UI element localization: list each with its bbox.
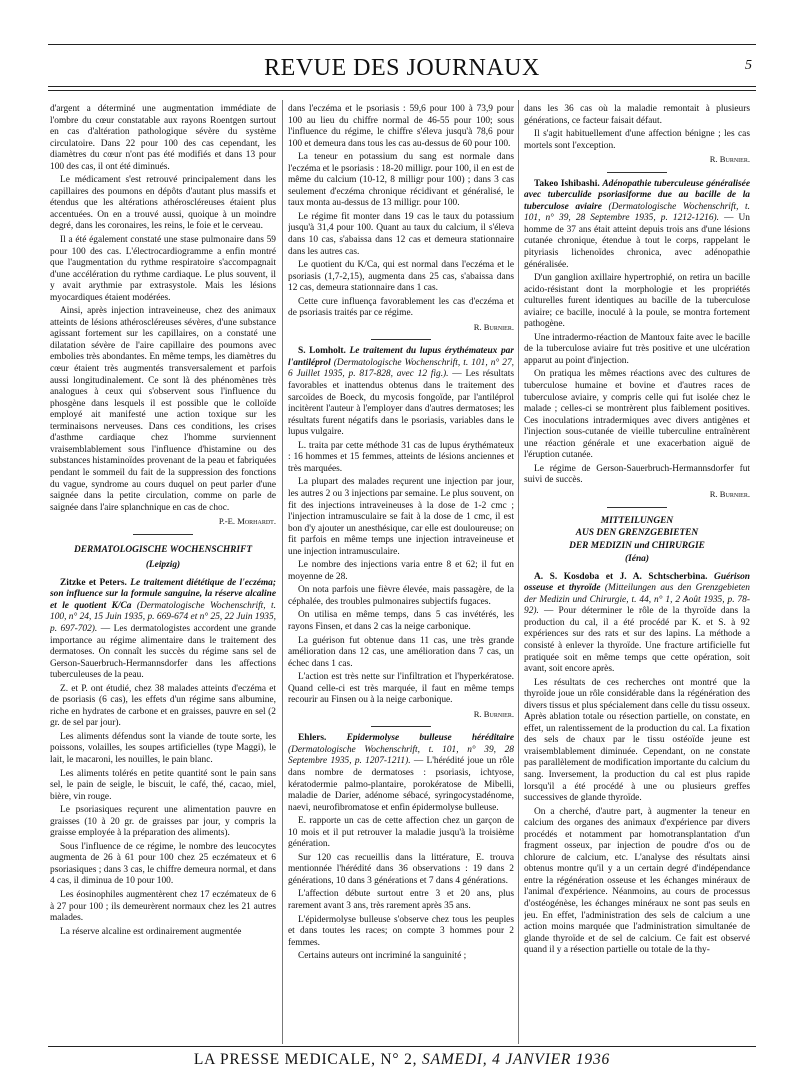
paragraph: On utilisa en même temps, dans 5 cas invétérés, les rayons Finsen, et dans 2 cas la neige carbonique. (288, 610, 514, 632)
paragraph: La plupart des malades reçurent une injection par jour, les autres 2 ou 3 injections par semaine. Le plus souvent, on fit des injections intraveineuses à la dose de 1-2 cmc ; l'injection intramusculaire se fait à la dose de 1 cmc, il est bon d'y ajouter un anesthésique, car elle est douloureuse; on fit parfois en même temps une injection intraveineuse et une injection intramusculaire. (288, 477, 514, 557)
paragraph: D'un ganglion axillaire hypertrophié, on retira un bacille acido-résistant dont la morphologie et les propriétés culturelles furent identiques au bacille de la tuberculose aviaire; ce bacille, inoculé à la poule, se montra fortement pathogène. (524, 273, 750, 330)
article-citation: (Dermatologische Wochenschrift, t. 100, n° 24, 15 Juin 1935, p. 669-674 et n° 25, 22 Juin 1935, p. 697-702). (50, 600, 276, 634)
column-2 (288, 104, 514, 1044)
paragraph: La teneur en potassium du sang est normale dans l'eczéma et le psoriasis : 18-20 milligr. pour 100, il en est de même du calcium (10-12, 8 milligr pour 100) ; dans 3 cas seulement d'eczéma chronique récidivant et généralisé, le taux monta au-dessus de 13 milligr. pour 100. (288, 152, 514, 209)
article-title: Le traitement du lupus érythémateux par l'antiléprol (288, 346, 514, 368)
article-author: S. Lomholt. (298, 346, 346, 357)
author-signature: R. Burnier. (709, 154, 750, 165)
article-title: Le traitement diététique de l'eczéma; son influence sur la formule sanguine, la réserve alcaline et le quotient K/Ca (50, 577, 276, 611)
page-header (48, 52, 756, 84)
paragraph: Une intradermo-réaction de Mantoux faite avec le bacille de la tuberculose aviaire fut très positive et une ulcération apparut au point d'injection. (524, 332, 750, 366)
paragraph: Z. et P. ont étudié, chez 38 malades atteints d'eczéma et de psoriasis (6 cas), les effets d'un régime sans albumine, riche en hydrates de carbone et en graisses, pauvre en sel (2 gr. de sel par jour). (50, 683, 276, 729)
page-number: 5 (745, 58, 752, 73)
article-entry (524, 572, 750, 676)
article-body: — Les résultats favorables et inattendus obtenus dans le traitement des sarcoïdes de Boeck, du mycosis fongoïde, par l'antiléprol incitèrent l'auteur à l'employer dans d'autres dermatoses; les résultats furent négatifs dans le psoriasis, variables dans le lupus vulgaire. (288, 369, 514, 438)
paragraph: Le psoriasiques reçurent une alimentation pauvre en graisses (10 à 20 gr. de graisses par jour, y compris la graisse employée à la préparation des aliments). (50, 805, 276, 839)
paragraph: Le régime fit monter dans 19 cas le taux du potassium jusqu'à 31,4 pour 100. Quant au taux du calcium, il s'éleva dans 10 cas, s'abaissa dans 12 cas et demeura stationnaire dans les autres cas. (288, 211, 514, 257)
article-title: Epidermolyse bulleuse héréditaire (346, 733, 514, 744)
article-entry (50, 578, 276, 682)
divider (607, 507, 667, 508)
running-title: REVUE DES JOURNAUX (264, 55, 540, 81)
article-citation: (Mitteilungen aus den Grenzgebieten der Medizin und Chirurgie, t. 44, n° 1, 2 Août 1935, p. 78-92). (524, 583, 750, 617)
divider (371, 339, 431, 340)
paragraph: On pratiqua les mêmes réactions avec des cultures de tuberculose humaine et bovine et d'autres races de tuberculose aviaire, y compris celle qui fut isolée chez le malade ; celles-ci se montrèrent plus faiblement positives. Ces inoculations intradermiques avec divers antigènes et l'injection sous-cutanée de vieille tuberculine entraînèrent une réaction générale et une exacerbation aiguë de l'éruption cutanée. (524, 369, 750, 461)
footer-date: SAMEDI, 4 JANVIER 1936 (422, 1051, 611, 1068)
paragraph: Les aliments défendus sont la viande de toute sorte, les poissons, volailles, les soupes artificielles (type Maggi), le lait, le macaroni, les nouilles, le pain blanc. (50, 731, 276, 765)
article-body: — Un homme de 37 ans était atteint depuis trois ans d'une lésions cutanée chronique, étendue à tout le corps, rappelant le pityriasis lichenoïdes chronica, avec adénopathie généralisée. (524, 213, 750, 270)
article-citation: (Dermatologische Wochenschrift, t. 101, n° 39, 28 Septembre 1935, p. 1207-1211). (288, 744, 514, 767)
paragraph: Il s'agit habituellement d'une affection bénigne ; les cas mortels sont l'exception. (524, 129, 750, 151)
article-title: Guérison osseuse et thyroïde (524, 571, 750, 594)
paragraph: Les éosinophiles augmentèrent chez 17 eczémateux de 6 à 27 pour 100 ; ils demeurèrent normaux chez les 21 autres malades. (50, 890, 276, 924)
header-bottom-rule-2 (48, 90, 756, 91)
divider (607, 172, 667, 173)
column-3 (524, 104, 750, 1044)
paragraph: L'action est très nette sur l'infiltration et l'hyperkératose. Quand celle-ci est très marquée, il faut en même temps recourir au Finsen ou à la neige carbonique. (288, 672, 514, 706)
article-author: Takeo Ishibashi. (534, 178, 600, 189)
article-body: — Les dermatologistes accordent une grande importance au régime alimentaire dans le traitement des dermatoses. On connaît les succès du régime sans sel de Gerson-Sauerbruch-Hermannsdorfer dans les affections tuberculeuses de la peau. (50, 623, 276, 681)
journal-section-heading-line-2: AUS DEN GRENZGEBIETEN (575, 528, 699, 539)
column-separator-1 (282, 100, 283, 1044)
journal-section-heading: DERMATOLOGISCHE WOCHENSCHRIFT (73, 544, 253, 555)
article-citation: (Dermatologische Wochenschrift, t. 101, n° 39, 28 Septembre 1935, p. 1212-1216). (524, 201, 750, 224)
article-entry (288, 733, 514, 814)
paragraph: Ainsi, après injection intraveineuse, chez des animaux atteints de lésions athéroscléreuses sévères, d'une substance agissant fortement sur les capillaires, on a constaté une dilatation sévère de l'aire capillaire des poumons avec embolies très abondantes. En même temps, les diamètres du cœur étaient très augmentés transversalement et parfois aussi longitudinalement. Ce sont là des phénomènes très analogues à ceux qui s'observent sous l'influence du phosgène dans lesquels il est possible que le colloïde employé ait manifesté une action toxique sur les terminaisons nerveuses. Dans ces conditions, les crises d'asthme cardiaque chez l'homme surviennent vraisemblablement sous l'influence d'histamine ou des substances histaminoïdes provenant de la peau et fabriquées pendant le sommeil du fait de la suppression des fonctions du vague, syndrome au cours duquel on peut parler d'une saignée dans la petite circulation, comme on parle de saignée dans l'aire splanchnique en cas de choc. (50, 306, 276, 513)
author-signature: R. Burnier. (473, 321, 514, 332)
paragraph: Certains auteurs ont incriminé la sanguinité ; (298, 951, 467, 962)
paragraph: On nota parfois une fièvre élevée, mais passagère, de la céphalée, des troubles pulmonaires subjectifs fugaces. (288, 585, 514, 607)
paragraph: Il a été également constaté une stase pulmonaire dans 59 pour 100 des cas. L'électrocardiogramme a enfin montré que l'augmentation du rythme respiratoire s'accompagnait d'une accélération du rythme cardiaque. Le plus souvent, il y avait arythmie par extrasystole. Mais les lésions myocardiques étaient modérées. (50, 235, 276, 303)
article-author: Zitzke et Peters. (60, 577, 127, 588)
paragraph: Les aliments tolérés en petite quantité sont le pain sans sel, le pain de seigle, le biscuit, le café, thé, cacao, miel, bière, vin rouge. (50, 768, 276, 802)
article-entry (524, 179, 750, 271)
paragraph: dans les 36 cas où la maladie remontait à plusieurs générations, ce facteur faisait défaut. (524, 104, 750, 126)
header-top-rule (48, 44, 756, 45)
page-footer (48, 1051, 756, 1069)
paragraph: dans l'eczéma et le psoriasis : 59,6 pour 100 à 73,9 pour 100 au lieu du chiffre normal de 46-55 pour 100; sous l'influence du régime, le chiffre s'éleva jusqu'à 78,6 pour 100 et demeura dans tous les cas au-dessus de 60 pour 100. (288, 104, 514, 149)
author-signature: P.-E. Morhardt. (218, 516, 276, 527)
article-entry (288, 346, 514, 438)
article-author: A. S. Kosdoba et J. A. Schtscherbina. (534, 571, 708, 582)
paragraph: Cette cure influença favorablement les cas d'eczéma et de psoriasis traités par ce régime. (288, 296, 514, 319)
author-signature: R. Burnier. (709, 488, 750, 499)
footer-journal: LA PRESSE MEDICALE, N° 2, (193, 1051, 418, 1068)
paragraph: d'argent a déterminé une augmentation immédiate de l'ombre du cœur constatable aux rayons Roentgen surtout en cas d'altération pathologique sévère du système circulatoire. Dans 22 pour 100 des cas cependant, les diamètres du cœur n'ont pas été modifiés et dans 13 pour 100 des cas, il ont été diminués. (50, 104, 276, 172)
paragraph: L'affection débute surtout entre 3 et 20 ans, plus rarement avant 3 ans, très rarement après 35 ans. (288, 889, 514, 911)
paragraph: Le régime de Gerson-Sauerbruch-Hermannsdorfer fut suivi de succès. (524, 463, 750, 486)
paragraph: Le nombre des injections varia entre 8 et 62; il fut en moyenne de 28. (288, 560, 514, 582)
paragraph: L'épidermolyse bulleuse s'observe chez tous les peuples et dans toutes les races; on compte 3 hommes pour 2 femmes. (288, 914, 514, 948)
paragraph: Les résultats de ces recherches ont montré que la thyroïde joue un rôle considérable dans la régénération des divers tissus et plus spécialement dans celle du tissu osseux. Après ablation totale ou résection partielle, on constate, en effet, un ralentissement de la production du cal. La fixation des sels de chaux par le tissu ostéoïde jeune est vraisemblablement diminuée. Cependant, on ne constate pas parallèlement de modification importante du calcium du sang. Inversement, la production du cal est plus rapide lorsqu'il a été procédé à une ou plusieurs greffes successives de glande thyroïde. (524, 677, 750, 804)
paragraph: La guérison fut obtenue dans 11 cas, une très grande amélioration dans 12 cas, une amélioration dans 7 cas, un échec dans 1 cas. (288, 635, 514, 669)
article-body: — L'hérédité joue un rôle dans nombre de dermatoses : psoriasis, ichtyose, kératodermie palmo-plantaire, porokératose de Mibelli, maladie de Darier, adénome sébacé, syringocystadénome, naevi, neurofibromatose et enfin épidermolyse bulleuse. (288, 756, 514, 813)
journal-section-heading: MITTEILUNGEN (600, 515, 674, 526)
article-title: Adénopathie tuberculeuse généralisée avec tuberculide psoriasiforme due au bacille de la tuberculose aviaire (524, 178, 750, 212)
paragraph: L. traita par cette méthode 31 cas de lupus érythémateux : 16 hommes et 15 femmes, atteints de lésions anciennes et très marquées. (288, 440, 514, 474)
footer-rule (48, 1046, 756, 1047)
header-bottom-rule (48, 86, 756, 87)
article-author: Ehlers. (298, 733, 327, 744)
paragraph: Le quotient du K/Ca, qui est normal dans l'eczéma et le psoriasis (1,7-2,15), augmenta dans 25 cas, s'abaissa dans 12 cas, demeura stationnaire dans 1 cas. (288, 260, 514, 294)
paragraph: On a cherché, d'autre part, à augmenter la teneur en calcium des organes des animaux d'expérience par divers procédés et notamment par homotransplantation d'un fragment osseux, par injection de poudre d'os ou de chlorure de calcium, etc. L'analyse des résultats ainsi obtenus montre qu'il y a un certain degré d'indépendance entre la régénération osseuse et les échanges minéraux de l'animal d'expérience. Néanmoins, au cours de processus d'ostéogénèse, les échanges minéraux ne sont pas seuls en jeu. En effet, l'administration des sels de calcium a une action moins marquée que l'administration simultanée de glande thyroïde et de sel de calcium. Ce fait est observé quand il y a résection partielle ou totale de la thy- (524, 806, 750, 956)
paragraph: La réserve alcaline est ordinairement augmentée (60, 926, 242, 937)
journal-section-city: (Iéna) (625, 554, 649, 565)
paragraph: Sous l'influence de ce régime, le nombre des leucocytes augmenta de 26 à 61 pour 100 chez 25 eczémateux et 6 psoriasiques ; dans 3 cas, le chiffre demeura normal, et dans 4 cas, il diminua de 10 pour 100. (50, 841, 276, 887)
divider (133, 534, 193, 535)
paragraph: E. rapporte un cas de cette affection chez un garçon de 10 mois et il put retrouver la maladie jusqu'à la troisième génération. (288, 816, 514, 850)
paragraph: Sur 120 cas recueillis dans la littérature, E. trouva mentionnée l'hérédité dans 36 observations : 19 dans 2 générations, 10 dans 3 générations et 7 dans 4 générations. (288, 852, 514, 886)
article-citation: (Dermatologische Wochenschrift, t. 101, n° 27, 6 Juillet 1935, p. 817-828, avec 12 fig.). (288, 357, 514, 380)
column-separator-2 (518, 100, 519, 1044)
author-signature: R. Burnier. (473, 708, 514, 719)
journal-section-heading-line-3: DER MEDIZIN und CHIRURGIE (569, 540, 705, 551)
article-body: — Pour déterminer le rôle de la thyroïde dans la production du cal, il a été procédé par K. et S. à 92 expériences sur des rats et sur des lapins. La méthode a consisté à enlever la thyroïde. Une fracture artificielle fut pratiquée soit en même temps que cette opération, soit avant, soit encore après. (524, 606, 750, 675)
journal-section-city: (Leipzig) (145, 560, 181, 571)
column-1 (50, 104, 276, 1044)
divider (371, 726, 431, 727)
paragraph: Le médicament s'est retrouvé principalement dans les capillaires des poumons en dépôts d'autant plus massifs et étendus que les altérations athéroscléreuses étaient plus accentuées. On en a trouvé aussi, quoique à un moindre degré, dans les coronaires, les reins, le foie et le cerveau. (50, 175, 276, 232)
